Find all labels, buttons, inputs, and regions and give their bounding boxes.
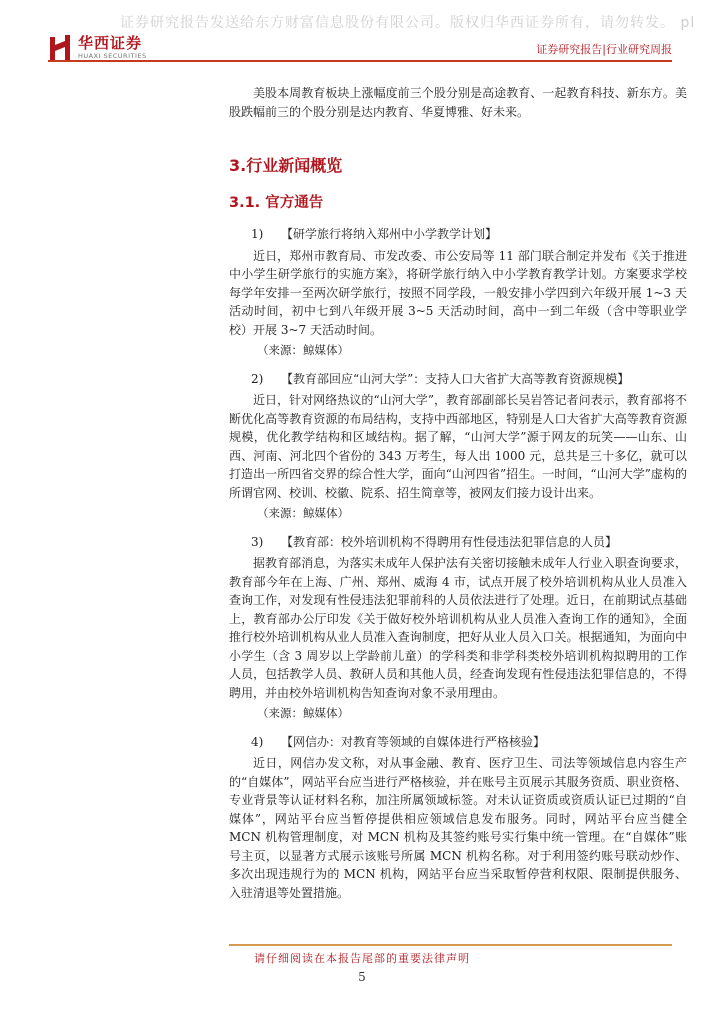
- company-logo: [48, 33, 147, 63]
- footer-divider: [229, 944, 672, 946]
- news-item: [229, 533, 687, 723]
- news-item: [229, 225, 687, 360]
- news-item-number: 4): [251, 734, 264, 749]
- news-item-title: 【网信办：对教育等领域的自媒体进行严格核验】: [281, 734, 546, 749]
- news-item-source: （来源：鲸媒体）: [257, 343, 349, 357]
- news-item-heading: [229, 533, 687, 552]
- news-item: [229, 370, 687, 523]
- news-item-number: 3): [251, 534, 264, 549]
- news-item-heading: [229, 370, 687, 389]
- logo-chinese-name: 华西证券: [78, 34, 143, 52]
- intro-paragraph: 美股本周教育板块上涨幅度前三个股分别是高途教育、一起教育科技、新东方。美股跌幅前三的个股分别是达内教育、华夏博雅、好未来。: [229, 86, 687, 119]
- main-content: [229, 84, 687, 902]
- news-item-heading: [229, 225, 687, 244]
- news-item-title: 【教育部：校外培训机构不得聘用有性侵违法犯罪信息的人员】: [281, 534, 618, 549]
- news-item-source: （来源：鲸媒体）: [257, 706, 349, 720]
- watermark: 证券研究报告发送给东方财富信息股份有限公司。版权归华西证券所有，请勿转发。 pl: [120, 15, 696, 31]
- logo-english-name: HUAXI SECURITIES: [78, 52, 147, 60]
- news-item-body: 近日，郑州市教育局、市发改委、市公安局等 11 部门联合制定并发布《关于推进中小学生研学旅行的实施方案》，将研学旅行纳入中小学教育教学计划。方案要求学校每学年安排一至两次研学旅行，按照不同学段，一般安排小学四到六年级开展 1~3 天活动时间，初中七到八年级开展 3~5 天活动时间，高中一到二年级（含中等职业学校）开展 3~7 天活动时间。: [229, 248, 687, 337]
- section-title: 3.行业新闻概览: [229, 156, 343, 175]
- news-item-number: 1): [251, 227, 264, 241]
- news-item-title: 【教育部回应“山河大学”：支持人口大省扩大高等教育资源规模】: [281, 371, 630, 386]
- subsection-title: 3.1. 官方通告: [229, 195, 324, 211]
- page-number: 5: [358, 970, 366, 984]
- news-item-source: （来源：鲸媒体）: [257, 506, 349, 520]
- news-item-heading: [229, 733, 687, 752]
- report-type-label: 证券研究报告|行业研究周报: [536, 43, 672, 56]
- huaxi-logo-icon: [48, 33, 72, 63]
- news-item-body: 近日，网信办发文称，对从事金融、教育、医疗卫生、司法等领域信息内容生产的“自媒体”，网站平台应当进行严格核验，并在账号主页展示其服务资质、职业资格、专业背景等认证材料名称，加注所属领域标签。对未认证资质或资质认证已过期的“自媒体”，网站平台应当暂停提供相应领域信息发布服务。同时，网站平台应当健全 MCN 机构管理制度，对 MCN 机构及其签约账号实行集中统一管理。在“自媒体”账号主页，以显著方式展示该账号所属 MCN 机构名称。对于利用签约账号联动炒作、多次出现违规行为的 MCN 机构，网站平台应当采取暂停营利权限、限制提供服务、入驻清退等处置措施。: [229, 756, 687, 900]
- news-item-number: 2): [251, 371, 264, 386]
- legal-notice: 请仔细阅读在本报告尾部的重要法律声明: [254, 952, 470, 965]
- news-item-title: 【研学旅行将纳入郑州中小学教学计划】: [281, 227, 498, 241]
- news-item-body: 近日，针对网络热议的“山河大学”，教育部副部长吴岩答记者问表示，教育部将不断优化高等教育资源的布局结构，支持中西部地区，特别是人口大省扩大高等教育资源规模，优化教学结构和区域结构。据了解，“山河大学”源于网友的玩笑——山东、山西、河南、河北四个省份的 343 万考生，每人出 1000 元，总共是三十多亿，就可以打造出一所四省交界的综合性大学，面向“山河四省”招生。一时间，“山河大学”虚构的所谓官网、校训、校徽、院系、招生简章等，被网友们接力设计出来。: [229, 393, 687, 500]
- header-divider: [48, 60, 672, 62]
- news-item-body: 据教育部消息，为落实未成年人保护法有关密切接触未成年人行业入职查询要求，教育部今年在上海、广州、郑州、威海 4 市，试点开展了校外培训机构从业人员准入查询工作，对发现有性侵违法犯罪前科的人员依法进行了处理。近日，在前期试点基础上，教育部办公厅印发《关于做好校外培训机构从业人员准入查询工作的通知》，全面推行校外培训机构从业人员准入查询制度，把好从业人员入口关。根据通知，为面向中小学生（含 3 周岁以上学龄前儿童）的学科类和非学科类校外培训机构拟聘用的工作人员，包括教学人员、教研人员和其他人员，经查询发现有性侵违法犯罪信息的，不得聘用，并由校外培训机构告知查询对象不录用理由。: [229, 556, 687, 700]
- news-item: [229, 733, 687, 903]
